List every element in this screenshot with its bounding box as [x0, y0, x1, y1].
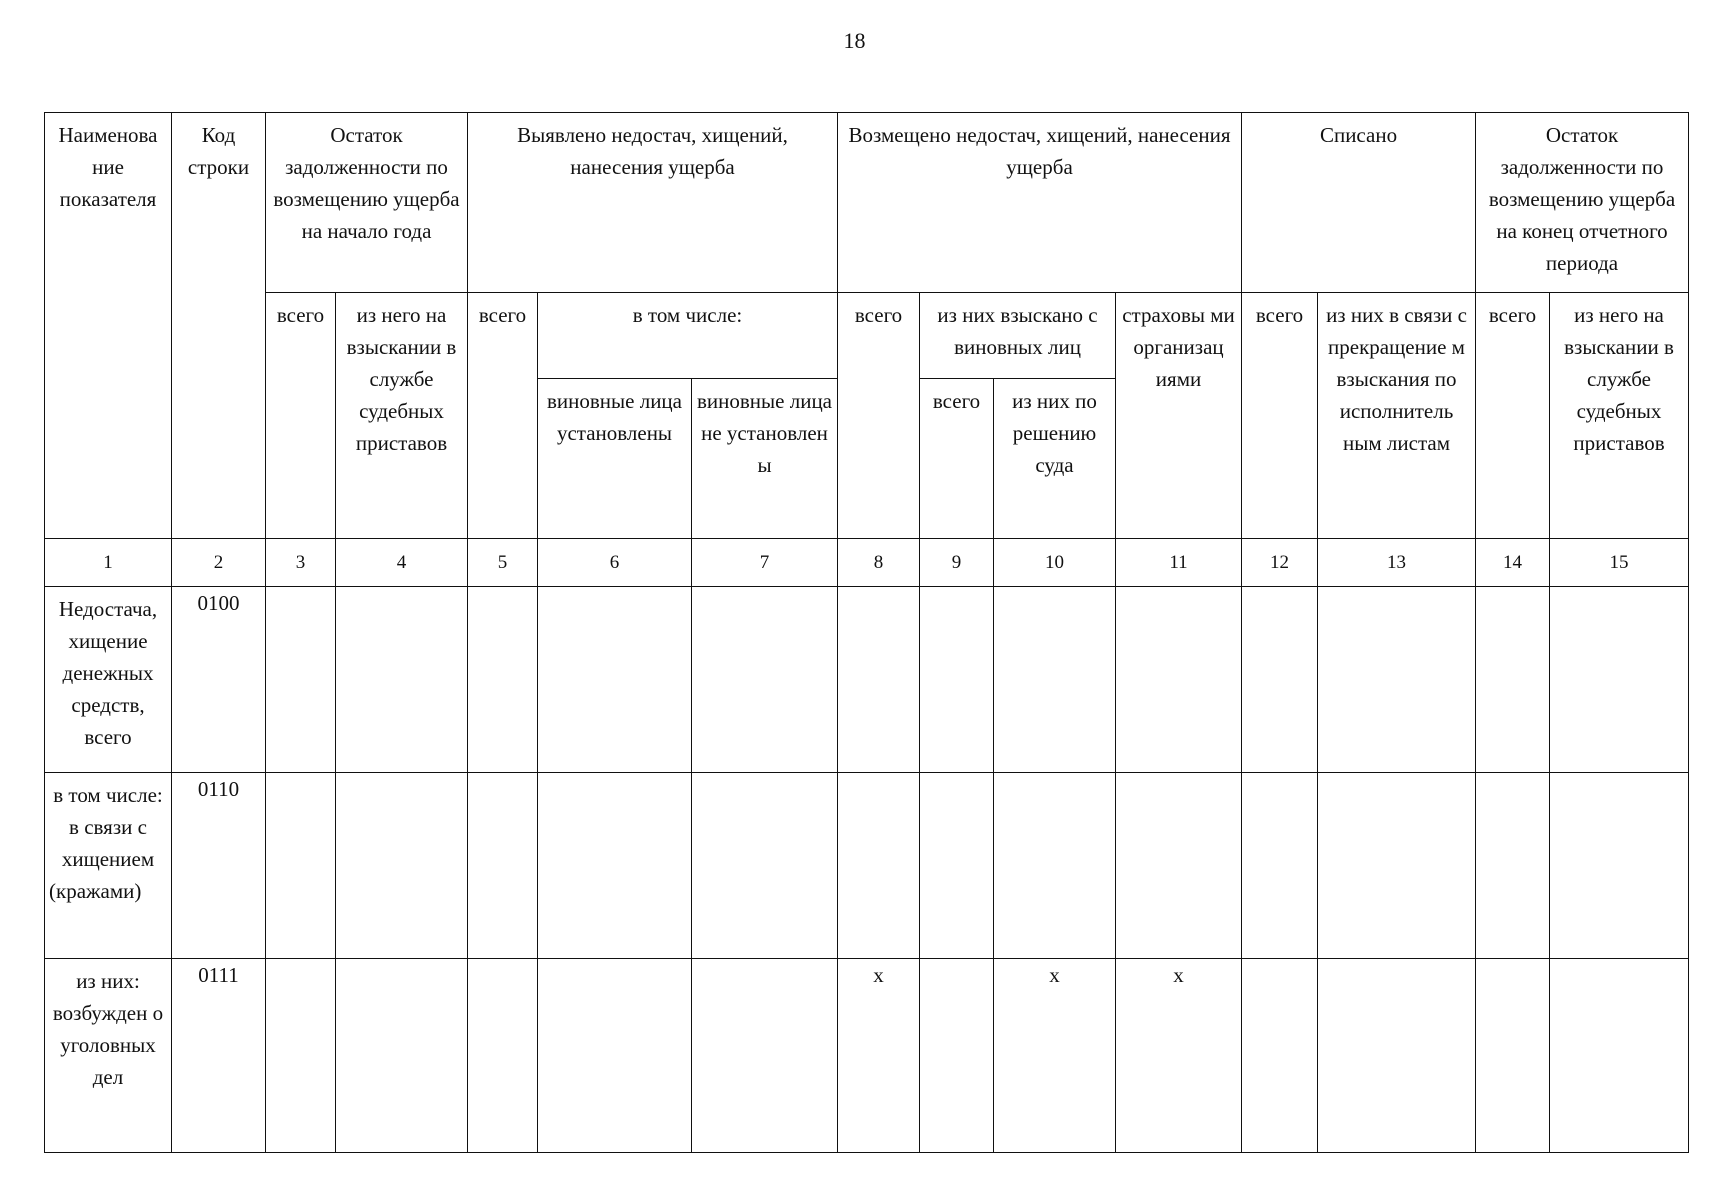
row-code: 0111	[172, 959, 266, 1153]
row-label: Недостача, хищение денежных средств, всего	[45, 587, 172, 773]
data-cell[interactable]	[920, 959, 994, 1153]
not-applicable-mark: х	[1116, 959, 1242, 1153]
header-culprits-not-identified: виновные лица не установлен ы	[692, 379, 838, 539]
data-cell[interactable]	[838, 773, 920, 959]
header-line-code: Код строки	[172, 113, 266, 539]
data-cell[interactable]	[1318, 959, 1476, 1153]
row-label: в том числе: в связи с хищением (кражами)	[45, 773, 172, 959]
data-cell[interactable]	[266, 773, 336, 959]
data-cell[interactable]	[336, 773, 468, 959]
column-number: 6	[538, 539, 692, 587]
header-identified: Выявлено недостач, хищений, нанесения ущерба	[468, 113, 838, 293]
data-cell[interactable]	[336, 959, 468, 1153]
column-number: 14	[1476, 539, 1550, 587]
header-closing-total: всего	[1476, 293, 1550, 539]
data-cell[interactable]	[1242, 587, 1318, 773]
data-cell[interactable]	[838, 587, 920, 773]
header-indicator-name: Наименова ние показателя	[45, 113, 172, 539]
row-code: 0100	[172, 587, 266, 773]
header-opening-total: всего	[266, 293, 336, 539]
data-cell[interactable]	[1116, 773, 1242, 959]
data-cell[interactable]	[336, 587, 468, 773]
data-cell[interactable]	[1116, 587, 1242, 773]
header-by-court: из них по решению суда	[994, 379, 1116, 539]
data-cell[interactable]	[692, 587, 838, 773]
data-cell[interactable]	[994, 587, 1116, 773]
column-number: 4	[336, 539, 468, 587]
data-cell[interactable]	[920, 773, 994, 959]
header-recovered-total: всего	[920, 379, 994, 539]
table-row	[45, 959, 1689, 1153]
header-identified-total: всего	[468, 293, 538, 539]
table-row	[45, 587, 1689, 773]
data-cell[interactable]	[538, 587, 692, 773]
column-numbers-row	[45, 539, 1689, 587]
data-cell[interactable]	[994, 773, 1116, 959]
column-number: 10	[994, 539, 1116, 587]
data-cell[interactable]	[266, 587, 336, 773]
column-number: 15	[1550, 539, 1689, 587]
header-closing-balance: Остаток задолженности по возмещению ущерба на конец отчетного периода	[1476, 113, 1689, 293]
data-cell[interactable]	[1476, 959, 1550, 1153]
header-opening-balance: Остаток задолженности по возмещению ущерба на начало года	[266, 113, 468, 293]
header-written-off-total: всего	[1242, 293, 1318, 539]
column-number: 7	[692, 539, 838, 587]
data-cell[interactable]	[538, 773, 692, 959]
data-cell[interactable]	[266, 959, 336, 1153]
data-cell[interactable]	[1318, 773, 1476, 959]
data-cell[interactable]	[1550, 773, 1689, 959]
column-number: 12	[1242, 539, 1318, 587]
column-number: 5	[468, 539, 538, 587]
not-applicable-mark: х	[838, 959, 920, 1153]
page-number: 18	[843, 28, 866, 53]
table-row	[45, 773, 1689, 959]
data-cell[interactable]	[1476, 587, 1550, 773]
column-number: 8	[838, 539, 920, 587]
data-cell[interactable]	[692, 959, 838, 1153]
row-label: из них: возбужден о уголовных дел	[45, 959, 172, 1153]
header-recovered-from-culprits: из них взыскано с виновных лиц	[920, 293, 1116, 379]
data-cell[interactable]	[1318, 587, 1476, 773]
column-number: 9	[920, 539, 994, 587]
data-cell[interactable]	[468, 587, 538, 773]
data-cell[interactable]	[920, 587, 994, 773]
data-cell[interactable]	[1242, 959, 1318, 1153]
data-cell[interactable]	[468, 959, 538, 1153]
row-code: 0110	[172, 773, 266, 959]
data-cell[interactable]	[1550, 587, 1689, 773]
header-compensated: Возмещено недостач, хищений, нанесения ущерба	[838, 113, 1242, 293]
header-including: в том числе:	[538, 293, 838, 379]
not-applicable-mark: х	[994, 959, 1116, 1153]
damage-report-table	[44, 112, 1689, 1153]
data-cell[interactable]	[1550, 959, 1689, 1153]
data-cell[interactable]	[1242, 773, 1318, 959]
data-cell[interactable]	[692, 773, 838, 959]
data-cell[interactable]	[538, 959, 692, 1153]
header-compensated-total: всего	[838, 293, 920, 539]
header-enforcement-ended: из них в связи с прекращение м взыскания по исполнитель ным листам	[1318, 293, 1476, 539]
header-opening-bailiffs: из него на взыскании в службе судебных приставов	[336, 293, 468, 539]
header-insurance: страховы ми организац иями	[1116, 293, 1242, 539]
column-number: 13	[1318, 539, 1476, 587]
data-cell[interactable]	[1476, 773, 1550, 959]
header-written-off: Списано	[1242, 113, 1476, 293]
header-culprits-identified: виновные лица установлены	[538, 379, 692, 539]
column-number: 1	[45, 539, 172, 587]
column-number: 11	[1116, 539, 1242, 587]
column-number: 3	[266, 539, 336, 587]
header-closing-bailiffs: из него на взыскании в службе судебных приставов	[1550, 293, 1689, 539]
data-cell[interactable]	[468, 773, 538, 959]
column-number: 2	[172, 539, 266, 587]
